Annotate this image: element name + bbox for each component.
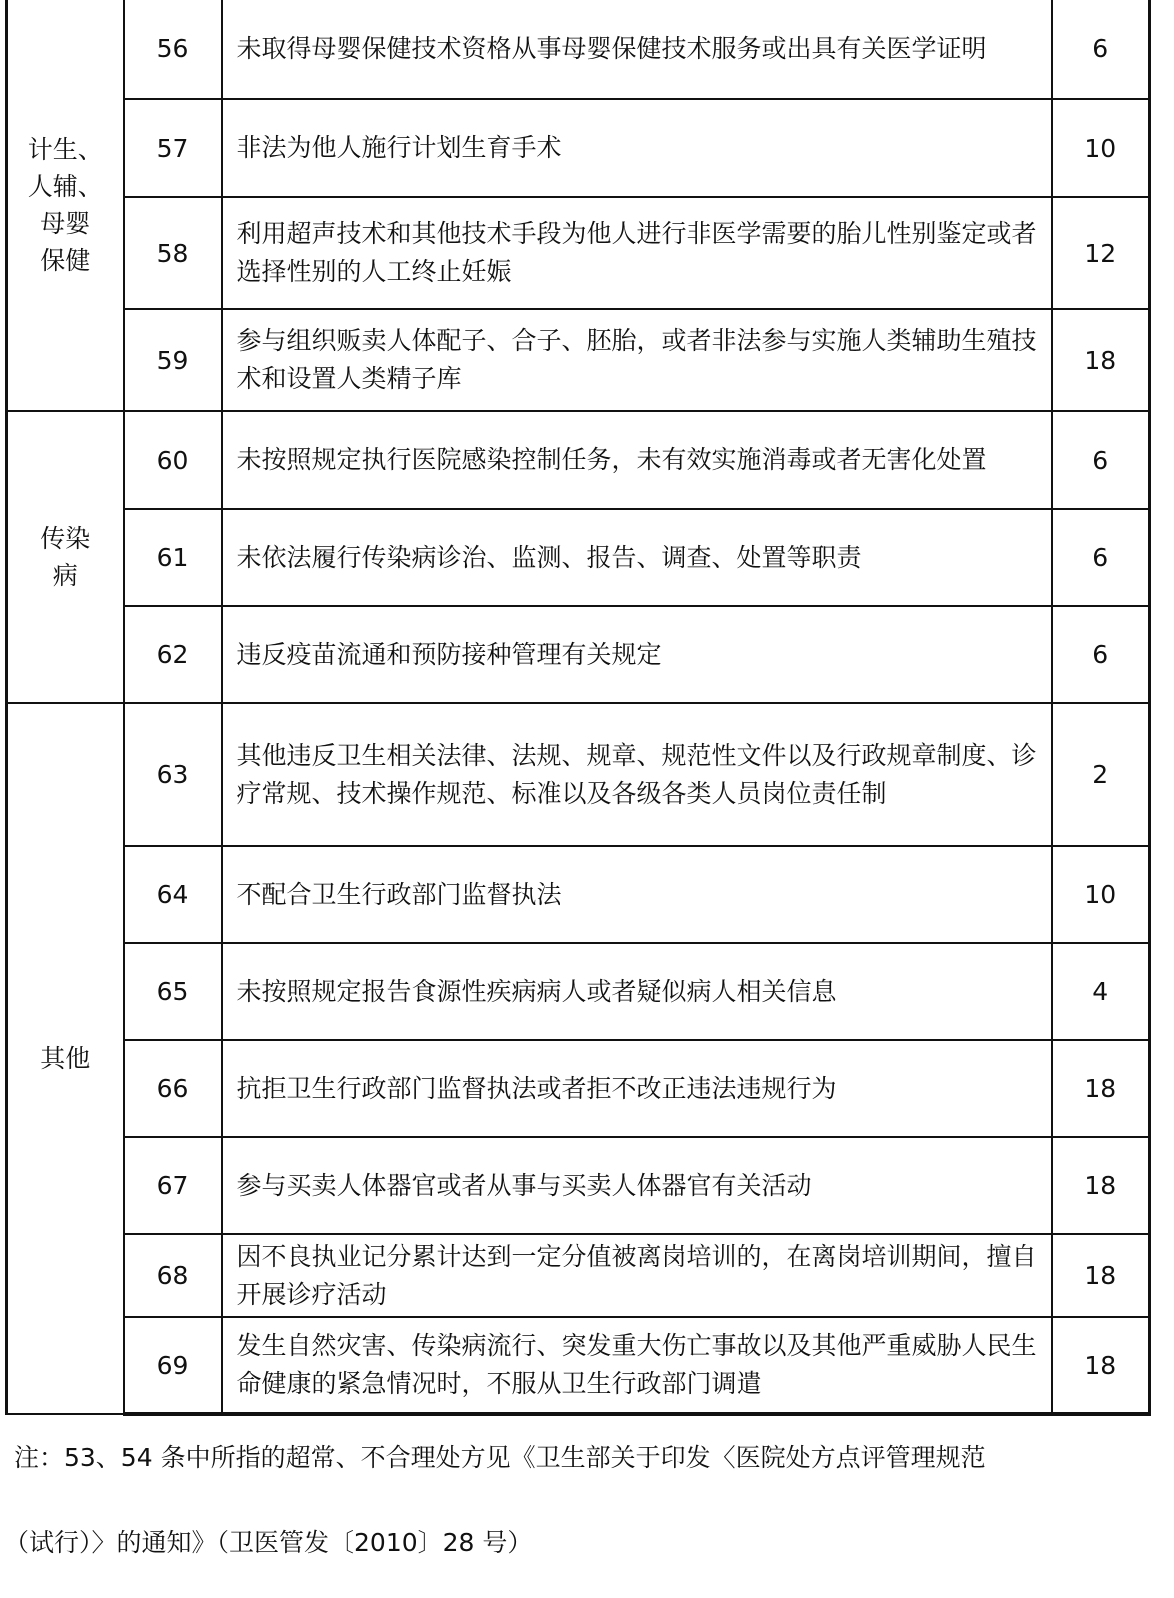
penalty-score: 18 — [1052, 1317, 1150, 1414]
violation-description: 未按照规定执行医院感染控制任务，未有效实施消毒或者无害化处置 — [222, 411, 1052, 509]
item-number: 61 — [124, 509, 222, 606]
violation-description: 非法为他人施行计划生育手术 — [222, 99, 1052, 197]
penalty-score: 10 — [1052, 846, 1150, 943]
penalty-score: 4 — [1052, 943, 1150, 1040]
penalty-score: 10 — [1052, 99, 1150, 197]
item-number: 57 — [124, 99, 222, 197]
violation-description: 参与组织贩卖人体配子、合子、胚胎，或者非法参与实施人类辅助生殖技术和设置人类精子库 — [222, 309, 1052, 411]
item-number: 62 — [124, 606, 222, 703]
penalty-score: 18 — [1052, 1234, 1150, 1317]
footnote-line-2: （试行）〉的通知》（卫医管发〔2010〕28 号） — [4, 1528, 533, 1557]
penalty-score: 18 — [1052, 1040, 1150, 1137]
table-row — [7, 846, 1150, 943]
table-row — [7, 0, 1150, 99]
category-cell: 传染 病 — [7, 411, 124, 703]
penalty-score: 12 — [1052, 197, 1150, 309]
table-row — [7, 411, 1150, 509]
penalty-score: 18 — [1052, 1137, 1150, 1234]
category-cell: 其他 — [7, 703, 124, 1414]
item-number: 68 — [124, 1234, 222, 1317]
penalty-score: 6 — [1052, 509, 1150, 606]
table-row — [7, 943, 1150, 1040]
violation-description: 未取得母婴保健技术资格从事母婴保健技术服务或出具有关医学证明 — [222, 0, 1052, 99]
item-number: 64 — [124, 846, 222, 943]
item-number: 58 — [124, 197, 222, 309]
violation-description: 利用超声技术和其他技术手段为他人进行非医学需要的胎儿性别鉴定或者选择性别的人工终止妊娠 — [222, 197, 1052, 309]
item-number: 67 — [124, 1137, 222, 1234]
violation-description: 未依法履行传染病诊治、监测、报告、调查、处置等职责 — [222, 509, 1052, 606]
table-row — [7, 1137, 1150, 1234]
item-number: 69 — [124, 1317, 222, 1414]
violation-description: 违反疫苗流通和预防接种管理有关规定 — [222, 606, 1052, 703]
item-number: 56 — [124, 0, 222, 99]
item-number: 60 — [124, 411, 222, 509]
table-row — [7, 99, 1150, 197]
violation-scoring-table — [5, 0, 1151, 1416]
footnote-line-1: 注：53、54 条中所指的超常、不合理处方见《卫生部关于印发〈医院处方点评管理规范 — [14, 1443, 986, 1472]
violation-description: 发生自然灾害、传染病流行、突发重大伤亡事故以及其他严重威胁人民生命健康的紧急情况时，不服从卫生行政部门调遣 — [222, 1317, 1052, 1414]
item-number: 59 — [124, 309, 222, 411]
violation-description: 未按照规定报告食源性疾病病人或者疑似病人相关信息 — [222, 943, 1052, 1040]
table-row — [7, 606, 1150, 703]
violation-description: 抗拒卫生行政部门监督执法或者拒不改正违法违规行为 — [222, 1040, 1052, 1137]
penalty-score: 6 — [1052, 606, 1150, 703]
penalty-score: 6 — [1052, 0, 1150, 99]
table-row — [7, 309, 1150, 411]
table-row — [7, 703, 1150, 846]
item-number: 63 — [124, 703, 222, 846]
violation-description: 不配合卫生行政部门监督执法 — [222, 846, 1052, 943]
table-row — [7, 1234, 1150, 1317]
item-number: 65 — [124, 943, 222, 1040]
table-row — [7, 1040, 1150, 1137]
table-row — [7, 1317, 1150, 1414]
table-row — [7, 197, 1150, 309]
category-cell: 计生、 人辅、 母婴 保健 — [7, 0, 124, 411]
violation-description: 参与买卖人体器官或者从事与买卖人体器官有关活动 — [222, 1137, 1052, 1234]
violation-description: 其他违反卫生相关法律、法规、规章、规范性文件以及行政规章制度、诊疗常规、技术操作规范、标准以及各级各类人员岗位责任制 — [222, 703, 1052, 846]
table-row — [7, 509, 1150, 606]
penalty-score: 2 — [1052, 703, 1150, 846]
penalty-score: 6 — [1052, 411, 1150, 509]
penalty-score: 18 — [1052, 309, 1150, 411]
violation-description: 因不良执业记分累计达到一定分值被离岗培训的，在离岗培训期间，擅自开展诊疗活动 — [222, 1234, 1052, 1317]
item-number: 66 — [124, 1040, 222, 1137]
